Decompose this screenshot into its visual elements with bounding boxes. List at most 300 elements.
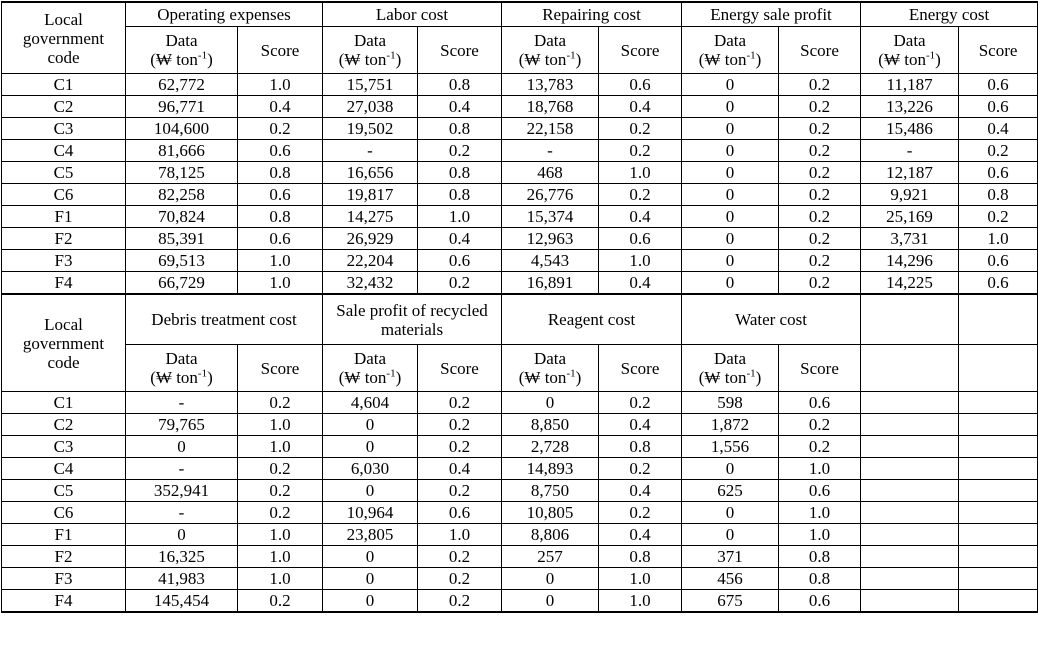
score-header: Score bbox=[599, 27, 682, 74]
table-cell: 1,556 bbox=[682, 436, 779, 458]
data-unit-header bbox=[682, 27, 779, 74]
table-cell: 598 bbox=[682, 392, 779, 414]
table-cell: 0.8 bbox=[779, 568, 861, 590]
table-cell: 4,604 bbox=[323, 392, 418, 414]
table-cell: 8,806 bbox=[502, 524, 599, 546]
table-row bbox=[2, 228, 1038, 250]
table-cell: 66,729 bbox=[126, 272, 238, 295]
table-cell: 0 bbox=[682, 206, 779, 228]
table-cell: 0 bbox=[682, 96, 779, 118]
table-cell: 1.0 bbox=[238, 568, 323, 590]
table-row bbox=[2, 436, 1038, 458]
table-cell: 0 bbox=[682, 162, 779, 184]
table-cell: 11,187 bbox=[861, 74, 959, 96]
table-cell: 22,158 bbox=[502, 118, 599, 140]
group-header: Reagent cost bbox=[502, 294, 682, 345]
table-cell: 14,225 bbox=[861, 272, 959, 295]
empty-cell bbox=[861, 524, 959, 546]
row-code: C4 bbox=[2, 140, 126, 162]
table-cell: - bbox=[502, 140, 599, 162]
table-cell: 0.6 bbox=[418, 502, 502, 524]
table-cell: 145,454 bbox=[126, 590, 238, 613]
table-cell: 456 bbox=[682, 568, 779, 590]
table-cell: 1.0 bbox=[238, 414, 323, 436]
corner-header-line: Local bbox=[44, 314, 83, 334]
table-cell: 0.2 bbox=[779, 272, 861, 295]
data-label: Data bbox=[165, 349, 198, 368]
table-cell: 0 bbox=[682, 524, 779, 546]
unit-close: ) bbox=[575, 368, 582, 387]
row-code: C3 bbox=[2, 118, 126, 140]
table-cell: 0.2 bbox=[238, 392, 323, 414]
table-cell: 0 bbox=[323, 590, 418, 613]
row-code: C6 bbox=[2, 184, 126, 206]
table-cell: 0.6 bbox=[959, 74, 1038, 96]
table-row bbox=[2, 118, 1038, 140]
table-cell: 0.6 bbox=[599, 74, 682, 96]
table-cell: 14,893 bbox=[502, 458, 599, 480]
unit-text: (₩ ton bbox=[518, 368, 567, 387]
table-cell: - bbox=[126, 502, 238, 524]
table-cell: 16,891 bbox=[502, 272, 599, 295]
table-cell: 352,941 bbox=[126, 480, 238, 502]
table-cell: 0.2 bbox=[779, 206, 861, 228]
table-cell: 0.8 bbox=[959, 184, 1038, 206]
table-cell: 0 bbox=[682, 118, 779, 140]
row-code: C5 bbox=[2, 162, 126, 184]
empty-cell bbox=[861, 568, 959, 590]
unit-close: ) bbox=[395, 50, 402, 69]
empty-cell bbox=[861, 480, 959, 502]
table-cell: 0.2 bbox=[418, 392, 502, 414]
empty-cell bbox=[861, 458, 959, 480]
table-cell: 0.2 bbox=[779, 228, 861, 250]
table-row bbox=[2, 184, 1038, 206]
unit-text: (₩ ton bbox=[878, 50, 926, 69]
table-cell: 0 bbox=[126, 524, 238, 546]
table-cell: 0.2 bbox=[238, 458, 323, 480]
unit-exponent: -1 bbox=[746, 367, 756, 380]
empty-cell bbox=[861, 436, 959, 458]
unit-text: (₩ ton bbox=[150, 368, 198, 387]
empty-cell bbox=[959, 414, 1038, 436]
table-cell: 2,728 bbox=[502, 436, 599, 458]
table-cell: 0.2 bbox=[418, 590, 502, 613]
table-cell: 15,486 bbox=[861, 118, 959, 140]
empty-cell bbox=[861, 546, 959, 568]
table-cell: 1,872 bbox=[682, 414, 779, 436]
data-unit-header bbox=[323, 27, 418, 74]
table-cell: 0.6 bbox=[238, 184, 323, 206]
table-cell: 0.4 bbox=[599, 272, 682, 295]
table-cell: 0.2 bbox=[779, 140, 861, 162]
table-cell: 1.0 bbox=[779, 502, 861, 524]
row-code: F3 bbox=[2, 568, 126, 590]
empty-cell bbox=[861, 414, 959, 436]
table-row bbox=[2, 546, 1038, 568]
table-cell: 0.2 bbox=[779, 250, 861, 272]
table-cell: 0.4 bbox=[418, 228, 502, 250]
score-header: Score bbox=[238, 345, 323, 392]
table-cell: 0.2 bbox=[418, 568, 502, 590]
table-cell: 0.4 bbox=[418, 458, 502, 480]
table-cell: 0.2 bbox=[779, 414, 861, 436]
table-cell: 0.2 bbox=[779, 162, 861, 184]
data-label: Data bbox=[353, 31, 387, 50]
score-header: Score bbox=[238, 27, 323, 74]
row-code: C2 bbox=[2, 96, 126, 118]
row-code: C1 bbox=[2, 74, 126, 96]
data-label: Data bbox=[533, 349, 567, 368]
table-cell: 70,824 bbox=[126, 206, 238, 228]
unit-label bbox=[682, 50, 778, 69]
table-row bbox=[2, 162, 1038, 184]
table-cell: 0.6 bbox=[779, 590, 861, 613]
table-cell: 0.8 bbox=[779, 546, 861, 568]
data-label: Data bbox=[165, 31, 198, 50]
data-unit-header bbox=[502, 27, 599, 74]
unit-text: (₩ ton bbox=[150, 50, 198, 69]
corner-header bbox=[2, 2, 126, 74]
table-cell: 9,921 bbox=[861, 184, 959, 206]
table-cell: 0.8 bbox=[418, 162, 502, 184]
data-unit-header bbox=[682, 345, 779, 392]
unit-label bbox=[502, 50, 598, 69]
table-cell: 0 bbox=[682, 184, 779, 206]
table-cell: 0.2 bbox=[779, 118, 861, 140]
table-cell: 0.2 bbox=[599, 140, 682, 162]
empty-cell bbox=[959, 502, 1038, 524]
empty-cell bbox=[861, 392, 959, 414]
table-cell: 0.6 bbox=[418, 250, 502, 272]
row-code: F1 bbox=[2, 206, 126, 228]
empty-cell bbox=[861, 590, 959, 613]
table-cell: 32,432 bbox=[323, 272, 418, 295]
data-label: Data bbox=[713, 349, 747, 368]
table-cell: - bbox=[861, 140, 959, 162]
table-row bbox=[2, 392, 1038, 414]
table-cell: 0 bbox=[682, 140, 779, 162]
table-cell: 0.8 bbox=[599, 546, 682, 568]
table-cell: 0.4 bbox=[599, 414, 682, 436]
empty-cell bbox=[959, 480, 1038, 502]
row-code: C6 bbox=[2, 502, 126, 524]
row-code: F2 bbox=[2, 546, 126, 568]
unit-text: (₩ ton bbox=[518, 50, 567, 69]
table-cell: 12,187 bbox=[861, 162, 959, 184]
table-cell: 0.6 bbox=[779, 392, 861, 414]
table-cell: 81,666 bbox=[126, 140, 238, 162]
table-cell: 26,929 bbox=[323, 228, 418, 250]
table-cell: 18,768 bbox=[502, 96, 599, 118]
table-cell: 0 bbox=[502, 392, 599, 414]
table-cell: 0.2 bbox=[418, 414, 502, 436]
table-cell: 0.4 bbox=[599, 96, 682, 118]
table-cell: 0.6 bbox=[959, 96, 1038, 118]
table-cell: 0.2 bbox=[599, 392, 682, 414]
table-cell: 0.2 bbox=[238, 118, 323, 140]
table-cell: 15,751 bbox=[323, 74, 418, 96]
table-cell: 14,275 bbox=[323, 206, 418, 228]
unit-close: ) bbox=[935, 50, 941, 69]
table-cell: 13,783 bbox=[502, 74, 599, 96]
table-cell: 6,030 bbox=[323, 458, 418, 480]
table-row bbox=[2, 502, 1038, 524]
table-row bbox=[2, 272, 1038, 295]
table-row bbox=[2, 140, 1038, 162]
group-header: Sale profit of recycled materials bbox=[323, 294, 502, 345]
table-cell: 19,817 bbox=[323, 184, 418, 206]
unit-text: (₩ ton bbox=[338, 368, 387, 387]
table-cell: 0.2 bbox=[238, 480, 323, 502]
table-cell: 25,169 bbox=[861, 206, 959, 228]
table-cell: 675 bbox=[682, 590, 779, 613]
table-cell: 0.4 bbox=[959, 118, 1038, 140]
empty-cell bbox=[861, 345, 959, 392]
table-cell: 0.2 bbox=[599, 502, 682, 524]
table-cell: 0.4 bbox=[599, 480, 682, 502]
unit-exponent: -1 bbox=[925, 49, 936, 62]
row-code: F4 bbox=[2, 272, 126, 295]
data-label: Data bbox=[353, 349, 387, 368]
data-unit-header bbox=[502, 345, 599, 392]
table-cell: 468 bbox=[502, 162, 599, 184]
empty-cell bbox=[959, 458, 1038, 480]
empty-cell bbox=[861, 502, 959, 524]
table-cell: 1.0 bbox=[599, 162, 682, 184]
table-cell: 0.6 bbox=[779, 480, 861, 502]
corner-header bbox=[2, 294, 126, 392]
table-cell: 0.4 bbox=[599, 524, 682, 546]
table-cell: 27,038 bbox=[323, 96, 418, 118]
table-cell: 0 bbox=[323, 480, 418, 502]
table-cell: 16,656 bbox=[323, 162, 418, 184]
table-cell: 1.0 bbox=[599, 250, 682, 272]
data-unit-header bbox=[323, 345, 418, 392]
table-cell: 104,600 bbox=[126, 118, 238, 140]
unit-label bbox=[861, 50, 958, 69]
corner-header-line: government bbox=[22, 28, 105, 48]
table-cell: 85,391 bbox=[126, 228, 238, 250]
table-cell: 10,964 bbox=[323, 502, 418, 524]
score-header: Score bbox=[418, 345, 502, 392]
table-cell: 257 bbox=[502, 546, 599, 568]
data-unit-header bbox=[126, 345, 238, 392]
empty-cell bbox=[959, 345, 1038, 392]
table-cell: 0.8 bbox=[418, 184, 502, 206]
table-cell: 0.2 bbox=[418, 272, 502, 295]
table-cell: 1.0 bbox=[238, 74, 323, 96]
unit-label bbox=[323, 50, 417, 69]
unit-exponent: -1 bbox=[197, 367, 208, 380]
table-cell: 96,771 bbox=[126, 96, 238, 118]
table-cell: 1.0 bbox=[238, 524, 323, 546]
unit-label bbox=[126, 368, 237, 387]
table-cell: 69,513 bbox=[126, 250, 238, 272]
row-code: C1 bbox=[2, 392, 126, 414]
table-cell: 1.0 bbox=[238, 546, 323, 568]
table-cell: 0 bbox=[323, 414, 418, 436]
unit-exponent: -1 bbox=[566, 49, 576, 62]
table-cell: 14,296 bbox=[861, 250, 959, 272]
unit-label bbox=[682, 368, 778, 387]
table-cell: 0.2 bbox=[959, 206, 1038, 228]
table-cell: 0 bbox=[682, 74, 779, 96]
table-cell: 41,983 bbox=[126, 568, 238, 590]
table-row bbox=[2, 250, 1038, 272]
empty-cell bbox=[959, 392, 1038, 414]
table-cell: 19,502 bbox=[323, 118, 418, 140]
table-cell: 0.8 bbox=[599, 436, 682, 458]
table-cell: 0.2 bbox=[418, 436, 502, 458]
table-cell: 0 bbox=[682, 272, 779, 295]
unit-exponent: -1 bbox=[197, 49, 208, 62]
table-cell: 0.8 bbox=[238, 162, 323, 184]
unit-close: ) bbox=[755, 368, 762, 387]
group-header: Water cost bbox=[682, 294, 861, 345]
unit-close: ) bbox=[207, 50, 213, 69]
table-cell: - bbox=[323, 140, 418, 162]
unit-exponent: -1 bbox=[386, 367, 396, 380]
score-header: Score bbox=[959, 27, 1038, 74]
table-cell: 0 bbox=[126, 436, 238, 458]
table-cell: 0.4 bbox=[599, 206, 682, 228]
score-header: Score bbox=[779, 27, 861, 74]
table-cell: 12,963 bbox=[502, 228, 599, 250]
data-label: Data bbox=[713, 31, 747, 50]
table-row bbox=[2, 96, 1038, 118]
unit-close: ) bbox=[755, 50, 762, 69]
data-label: Data bbox=[533, 31, 567, 50]
table-cell: 0.2 bbox=[238, 590, 323, 613]
corner-header-line: government bbox=[22, 333, 105, 353]
table-cell: 22,204 bbox=[323, 250, 418, 272]
table-cell: 62,772 bbox=[126, 74, 238, 96]
table-cell: 0.6 bbox=[238, 228, 323, 250]
table-cell: 8,850 bbox=[502, 414, 599, 436]
table-cell: 0 bbox=[323, 546, 418, 568]
group-header: Energy cost bbox=[861, 2, 1038, 27]
table-cell: 0.6 bbox=[599, 228, 682, 250]
table-cell: 0.2 bbox=[779, 96, 861, 118]
table-cell: 79,765 bbox=[126, 414, 238, 436]
empty-cell bbox=[959, 590, 1038, 613]
data-unit-header bbox=[126, 27, 238, 74]
table-cell: 0.2 bbox=[418, 546, 502, 568]
score-header: Score bbox=[599, 345, 682, 392]
corner-header-line: code bbox=[47, 352, 80, 372]
row-code: C2 bbox=[2, 414, 126, 436]
table-cell: 0 bbox=[682, 228, 779, 250]
table-cell: 625 bbox=[682, 480, 779, 502]
table-cell: 78,125 bbox=[126, 162, 238, 184]
row-code: C5 bbox=[2, 480, 126, 502]
table-cell: 1.0 bbox=[959, 228, 1038, 250]
table-cell: 15,374 bbox=[502, 206, 599, 228]
empty-cell bbox=[959, 436, 1038, 458]
row-code: F1 bbox=[2, 524, 126, 546]
table-cell: 0.8 bbox=[418, 118, 502, 140]
data-table bbox=[1, 1, 1038, 613]
table-cell: 4,543 bbox=[502, 250, 599, 272]
unit-exponent: -1 bbox=[386, 49, 396, 62]
table-row bbox=[2, 480, 1038, 502]
table-cell: 0.8 bbox=[418, 74, 502, 96]
table-cell: 0.8 bbox=[238, 206, 323, 228]
unit-label bbox=[323, 368, 417, 387]
unit-text: (₩ ton bbox=[338, 50, 387, 69]
table-cell: 1.0 bbox=[418, 524, 502, 546]
unit-label bbox=[502, 368, 598, 387]
group-header: Repairing cost bbox=[502, 2, 682, 27]
empty-cell bbox=[861, 294, 959, 345]
score-header: Score bbox=[418, 27, 502, 74]
row-code: F4 bbox=[2, 590, 126, 613]
table-cell: 0.2 bbox=[599, 118, 682, 140]
table-row bbox=[2, 568, 1038, 590]
data-label: Data bbox=[893, 31, 926, 50]
table-cell: 0.2 bbox=[779, 74, 861, 96]
table-cell: 1.0 bbox=[238, 250, 323, 272]
table-cell: 1.0 bbox=[779, 458, 861, 480]
unit-exponent: -1 bbox=[566, 367, 576, 380]
table-row bbox=[2, 206, 1038, 228]
row-code: F3 bbox=[2, 250, 126, 272]
table-cell: - bbox=[126, 392, 238, 414]
table-cell: 1.0 bbox=[779, 524, 861, 546]
data-unit-header bbox=[861, 27, 959, 74]
table-cell: 10,805 bbox=[502, 502, 599, 524]
unit-close: ) bbox=[395, 368, 402, 387]
table-cell: 1.0 bbox=[599, 568, 682, 590]
table-row bbox=[2, 414, 1038, 436]
table-cell: 13,226 bbox=[861, 96, 959, 118]
table-cell: 0.2 bbox=[418, 480, 502, 502]
table-cell: 16,325 bbox=[126, 546, 238, 568]
unit-text: (₩ ton bbox=[698, 368, 747, 387]
table-cell: 0.6 bbox=[959, 250, 1038, 272]
empty-cell bbox=[959, 524, 1038, 546]
row-code: F2 bbox=[2, 228, 126, 250]
unit-label bbox=[126, 50, 237, 69]
table-cell: 1.0 bbox=[238, 272, 323, 295]
row-code: C4 bbox=[2, 458, 126, 480]
table-cell: 0.2 bbox=[779, 436, 861, 458]
group-header: Energy sale profit bbox=[682, 2, 861, 27]
table-cell: 3,731 bbox=[861, 228, 959, 250]
unit-close: ) bbox=[207, 368, 213, 387]
table-cell: 0.2 bbox=[779, 184, 861, 206]
table-row bbox=[2, 74, 1038, 96]
empty-cell bbox=[959, 568, 1038, 590]
table-cell: 0.2 bbox=[599, 458, 682, 480]
table-cell: 0 bbox=[682, 502, 779, 524]
table-cell: 0 bbox=[323, 568, 418, 590]
unit-text: (₩ ton bbox=[698, 50, 747, 69]
table-cell: 0.4 bbox=[238, 96, 323, 118]
table-cell: 0.2 bbox=[418, 140, 502, 162]
table-cell: 371 bbox=[682, 546, 779, 568]
table-cell: 0.2 bbox=[238, 502, 323, 524]
table-cell: 0.6 bbox=[959, 162, 1038, 184]
table-cell: 0 bbox=[682, 250, 779, 272]
table-cell: 23,805 bbox=[323, 524, 418, 546]
table-cell: 1.0 bbox=[418, 206, 502, 228]
empty-cell bbox=[959, 294, 1038, 345]
corner-header-line: Local bbox=[44, 9, 83, 29]
empty-cell bbox=[959, 546, 1038, 568]
corner-header-line: code bbox=[47, 47, 80, 67]
